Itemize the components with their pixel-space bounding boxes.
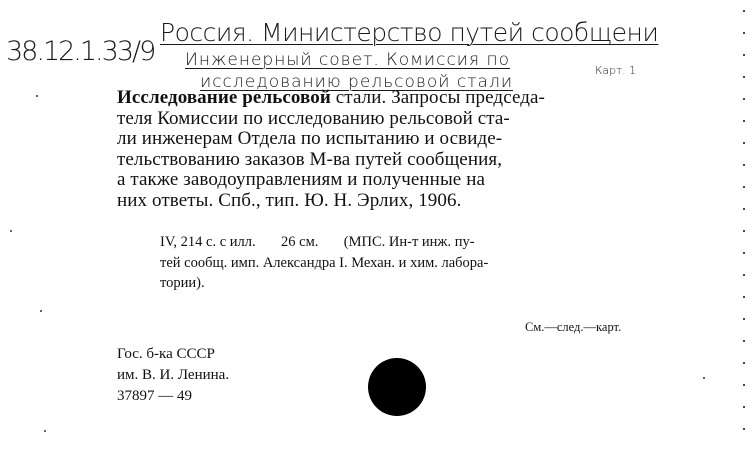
title-bold: Исследование рельсовой: [117, 87, 331, 108]
card-label: Карт. 1: [595, 64, 637, 77]
body-line: них ответы. Спб., тип. Ю. Н. Эрлих, 1906.: [117, 189, 462, 211]
speck: [40, 310, 42, 312]
library-line: Гос. б-ка СССР: [117, 346, 215, 362]
speck: [44, 430, 46, 432]
body-line: теля Комиссии по исследованию рельсовой ста-: [117, 107, 510, 129]
physical-line: IV, 214 с. с илл. 26 см. (МПС. Ин-т инж. пу-: [160, 234, 475, 250]
call-number: 38.12.1.33/9: [6, 36, 155, 67]
punch-hole: [368, 358, 426, 416]
see-also-reference: См.—след.—карт.: [525, 320, 622, 334]
title-line: [117, 88, 677, 109]
title-rest: стали. Запросы председа-: [330, 87, 545, 108]
heading-line-3: исследованию рельсовой стали: [200, 72, 514, 92]
physical-line: тории).: [160, 275, 205, 291]
heading-line-2: Инженерный совет. Комиссия по: [185, 50, 510, 70]
library-line: 37897 — 49: [117, 388, 192, 404]
card-edge-mark: [743, 10, 745, 440]
speck: [36, 95, 38, 97]
speck: [703, 377, 705, 379]
library-stamp: [117, 344, 229, 407]
bibliographic-description: [117, 88, 677, 211]
physical-description: [160, 232, 488, 294]
body-line: а также заводоуправлениям и полученные на: [117, 169, 485, 190]
body-line: ли инженерам Отдела по испытанию и освиде-: [117, 128, 503, 149]
body-line: тельствованию заказов М-ва путей сообщения,: [117, 148, 503, 170]
heading-line-1: Россия. Министерство путей сообщени: [160, 18, 659, 47]
library-line: им. В. И. Ленина.: [117, 367, 230, 383]
physical-line: тей сообщ. имп. Александра I. Механ. и хим. лабора-: [160, 254, 489, 271]
speck: [10, 230, 12, 232]
